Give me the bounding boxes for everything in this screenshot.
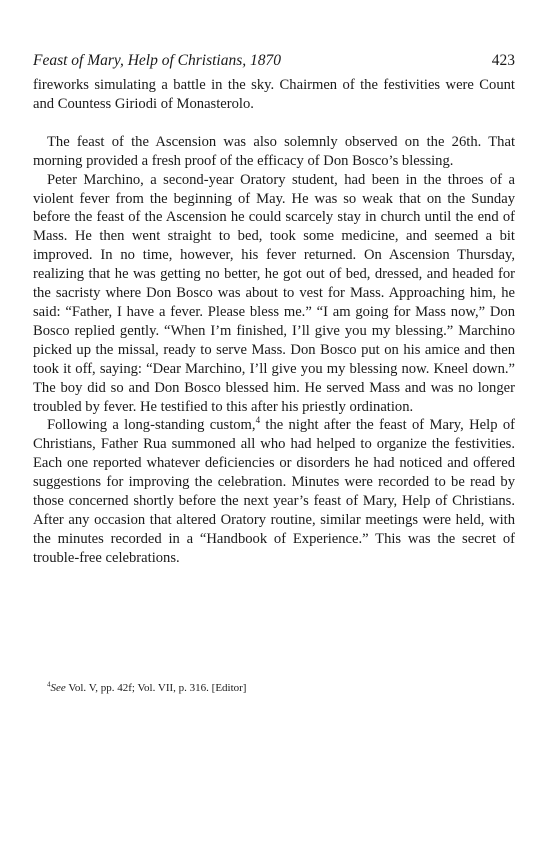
- paragraph-continuation: fireworks simulating a battle in the sky. Chairmen of the festivities were Count and Countess Giriodi of Monasterolo.: [33, 77, 515, 112]
- paragraph-custom: [33, 416, 515, 567]
- book-page: [33, 52, 515, 568]
- paragraph-marchino: Peter Marchino, a second-year Oratory student, had been in the throes of a violent fever from the beginning of May. He was so weak that on the Sunday before the feast of the Ascension he could scarcely stay in church until the end of Mass. He then went straight to bed, took some medicine, and seemed a bit improved. In no time, however, his fever returned. On Ascension Thursday, realizing that he was getting no better, he got out of bed, dressed, and headed for the sacristy where Don Bosco was about to vest for Mass. Approaching him, he said: “Father, I have a fever. Please bless me.” “I am going for Mass now,” Don Bosco replied gently. “When I’m finished, I’ll give you my blessing.” Marchino picked up the missal, ready to serve Mass. Don Bosco put on his amice and then took it off, saying: “Dear Marchino, I’ll give you my blessing now. Kneel down.” The boy did so and Don Bosco blessed him. He served Mass and was no longer troubled by fever. He testified to this after his priestly ordination.: [33, 171, 515, 415]
- footnote-mark: 4: [47, 680, 51, 689]
- footnote-text: Vol. V, pp. 42f; Vol. VII, p. 316. [Editor]: [65, 682, 247, 694]
- running-head: [33, 52, 515, 70]
- footnote: [47, 682, 246, 695]
- paragraph-custom-start: Following a long-standing custom,: [47, 417, 256, 434]
- paragraph-ascension: The feast of the Ascension was also solemnly observed on the 26th. That morning provided a fresh proof of the efficacy of Don Bosco’s blessing.: [33, 133, 515, 169]
- paragraph-custom-rest: the night after the feast of Mary, Help of Christians, Father Rua summoned all who had helped to organize the festivities. Each one reported whatever deficiencies or disorders he had noticed and offered suggestions for improving the celebration. Minutes were recorded to be read by those concerned shortly before the next year’s feast of Mary, Help of Christians. After any occasion that altered Oratory routine, similar meetings were held, with the minutes recorded in a “Handbook of Experience.” This was the secret of trouble-free celebrations.: [33, 417, 516, 566]
- page-number: 423: [491, 52, 515, 69]
- footnote-see: See: [50, 682, 66, 694]
- running-title: Feast of Mary, Help of Christians, 1870: [33, 52, 281, 69]
- footnote-reference: 4: [255, 415, 261, 426]
- section-gap: [33, 114, 515, 133]
